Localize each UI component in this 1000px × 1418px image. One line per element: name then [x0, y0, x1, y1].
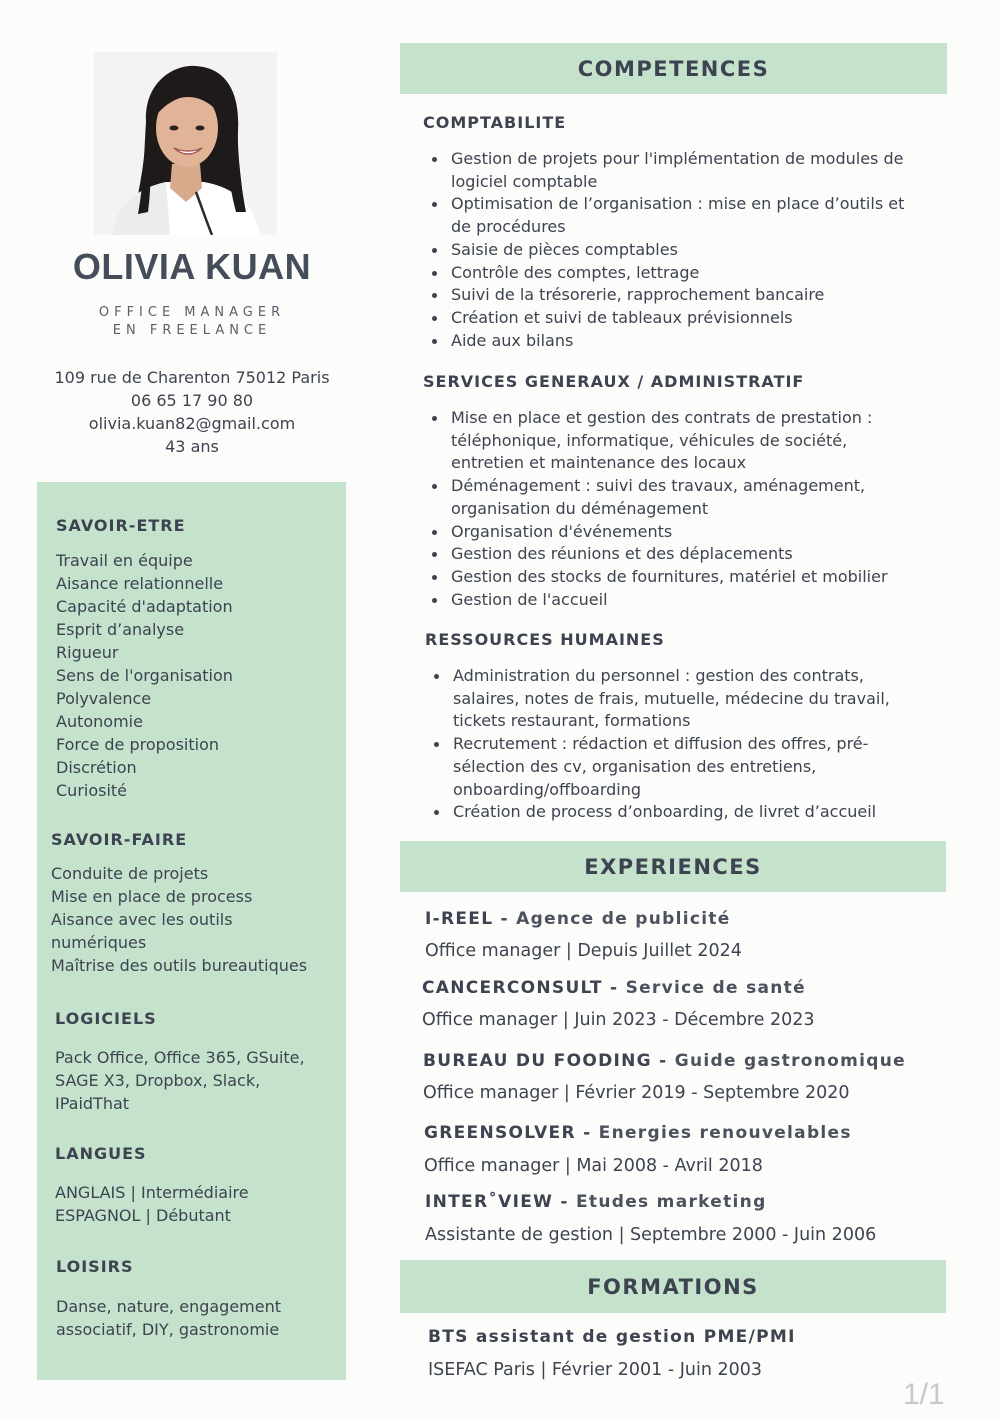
- section-title: SAVOIR-FAIRE: [51, 830, 188, 849]
- section-loisirs: [56, 1257, 365, 1341]
- comptabilite-title: COMPTABILITE: [423, 113, 567, 132]
- text-line: ESPAGNOL | Débutant: [55, 1206, 231, 1225]
- experience-detail: Office manager | Mai 2008 - Avril 2018: [424, 1156, 763, 1176]
- list-item: Autonomie: [56, 712, 143, 731]
- list-item: Création de process d’onboarding, de livret d’accueil: [425, 801, 955, 824]
- langues-text: [55, 1181, 364, 1227]
- comptabilite-list: [423, 148, 953, 352]
- page-indicator: 1/1: [903, 1378, 945, 1411]
- profile-photo: [94, 52, 277, 235]
- section-title: LOGICIELS: [55, 1009, 157, 1028]
- list-item: Esprit d’analyse: [56, 620, 185, 639]
- section-langues: [55, 1144, 364, 1227]
- list-item: Capacité d'adaptation: [56, 597, 233, 616]
- list-item: Force de proposition: [56, 735, 220, 754]
- email: olivia.kuan82@gmail.com: [88, 414, 296, 433]
- list-item: Maîtrise des outils bureautiques: [51, 956, 308, 975]
- services-title: SERVICES GENERAUX / ADMINISTRATIF: [423, 372, 805, 391]
- loisirs-text: [56, 1295, 365, 1341]
- age: 43 ans: [165, 437, 219, 456]
- list-item: Gestion de l'accueil: [423, 589, 953, 612]
- list-item: numériques: [51, 933, 147, 952]
- list-item: Contrôle des comptes, lettrage: [423, 262, 953, 285]
- list-item: Saisie de pièces comptables: [423, 239, 953, 262]
- formations-header: FORMATIONS: [400, 1260, 946, 1313]
- list-item: Curiosité: [56, 781, 128, 800]
- list-item: Rigueur: [56, 643, 119, 662]
- role-line-2: EN FREELANCE: [112, 323, 272, 338]
- list-item: Sens de l'organisation: [56, 666, 233, 685]
- experience-heading: BUREAU DU FOODING - Guide gastronomique: [423, 1051, 906, 1071]
- list-item: Déménagement : suivi des travaux, aménagement, organisation du déménagement: [423, 475, 953, 520]
- role-line-1: OFFICE MANAGER: [98, 305, 286, 320]
- section-title: LANGUES: [55, 1144, 147, 1163]
- section-logiciels: [55, 1009, 364, 1115]
- text-line: associatif, DIY, gastronomie: [56, 1320, 280, 1339]
- list-item: Travail en équipe: [56, 551, 193, 570]
- list-item: Mise en place de process: [51, 887, 253, 906]
- formation-detail: ISEFAC Paris | Février 2001 - Juin 2003: [428, 1360, 763, 1380]
- experience-heading: INTER˚VIEW - Etudes marketing: [425, 1192, 767, 1212]
- phone: 06 65 17 90 80: [130, 391, 254, 410]
- section-savoir-faire: [51, 830, 360, 977]
- rh-list: [425, 665, 955, 824]
- competences-header: COMPETENCES: [400, 43, 947, 94]
- list-item: Conduite de projets: [51, 864, 209, 883]
- list-item: Discrétion: [56, 758, 137, 777]
- contact-block: [37, 366, 347, 458]
- list-item: Création et suivi de tableaux prévisionnels: [423, 307, 953, 330]
- candidate-name: OLIVIA KUAN: [72, 246, 312, 287]
- experience-heading: GREENSOLVER - Energies renouvelables: [424, 1123, 852, 1143]
- text-line: IPaidThat: [55, 1094, 130, 1113]
- list-item: Organisation d'événements: [423, 521, 953, 544]
- text-line: Danse, nature, engagement: [56, 1297, 282, 1316]
- list-item: Aisance relationnelle: [56, 574, 224, 593]
- experience-heading: I-REEL - Agence de publicité: [425, 909, 731, 929]
- experiences-header: EXPERIENCES: [400, 841, 946, 892]
- experience-detail: Office manager | Février 2019 - Septembre 2020: [423, 1083, 850, 1103]
- rh-title: RESSOURCES HUMAINES: [425, 630, 665, 649]
- experience-detail: Assistante de gestion | Septembre 2000 - Juin 2006: [425, 1225, 877, 1245]
- logiciels-text: [55, 1046, 364, 1115]
- formation-degree: BTS assistant de gestion PME/PMI: [428, 1327, 796, 1347]
- list-item: Suivi de la trésorerie, rapprochement bancaire: [423, 284, 953, 307]
- list-item: Administration du personnel : gestion des contrats, salaires, notes de frais, mutuelle, médecine du travail, tickets restaurant, formations: [425, 665, 955, 733]
- services-list: [423, 407, 953, 611]
- section-savoir-etre: [56, 516, 365, 802]
- text-line: ANGLAIS | Intermédiaire: [55, 1183, 249, 1202]
- list-item: Optimisation de l’organisation : mise en place d’outils et de procédures: [423, 193, 953, 238]
- list-item: Gestion des réunions et des déplacements: [423, 543, 953, 566]
- list-item: Polyvalence: [56, 689, 152, 708]
- list-item: Gestion des stocks de fournitures, matériel et mobilier: [423, 566, 953, 589]
- list-item: Aide aux bilans: [423, 330, 953, 353]
- experience-detail: Office manager | Juin 2023 - Décembre 2023: [422, 1010, 815, 1030]
- list-item: Aisance avec les outils: [51, 910, 233, 929]
- text-line: SAGE X3, Dropbox, Slack,: [55, 1071, 261, 1090]
- list-item: Recrutement : rédaction et diffusion des offres, pré- sélection des cv, organisation des entretiens, onboarding/offboarding: [425, 733, 955, 801]
- address: 109 rue de Charenton 75012 Paris: [54, 368, 330, 387]
- experience-heading: CANCERCONSULT - Service de santé: [422, 978, 806, 998]
- experience-detail: Office manager | Depuis Juillet 2024: [425, 941, 742, 961]
- sidebar: [37, 482, 346, 1380]
- section-title: SAVOIR-ETRE: [56, 516, 186, 535]
- section-title: LOISIRS: [56, 1257, 134, 1276]
- list-item: Gestion de projets pour l'implémentation de modules de logiciel comptable: [423, 148, 953, 193]
- savoir-etre-list: [56, 549, 365, 802]
- list-item: Mise en place et gestion des contrats de prestation : téléphonique, informatique, véhicules de société, entretien et maintenance des locaux: [423, 407, 953, 475]
- text-line: Pack Office, Office 365, GSuite,: [55, 1048, 305, 1067]
- candidate-role: [37, 304, 347, 340]
- savoir-faire-list: [51, 862, 360, 977]
